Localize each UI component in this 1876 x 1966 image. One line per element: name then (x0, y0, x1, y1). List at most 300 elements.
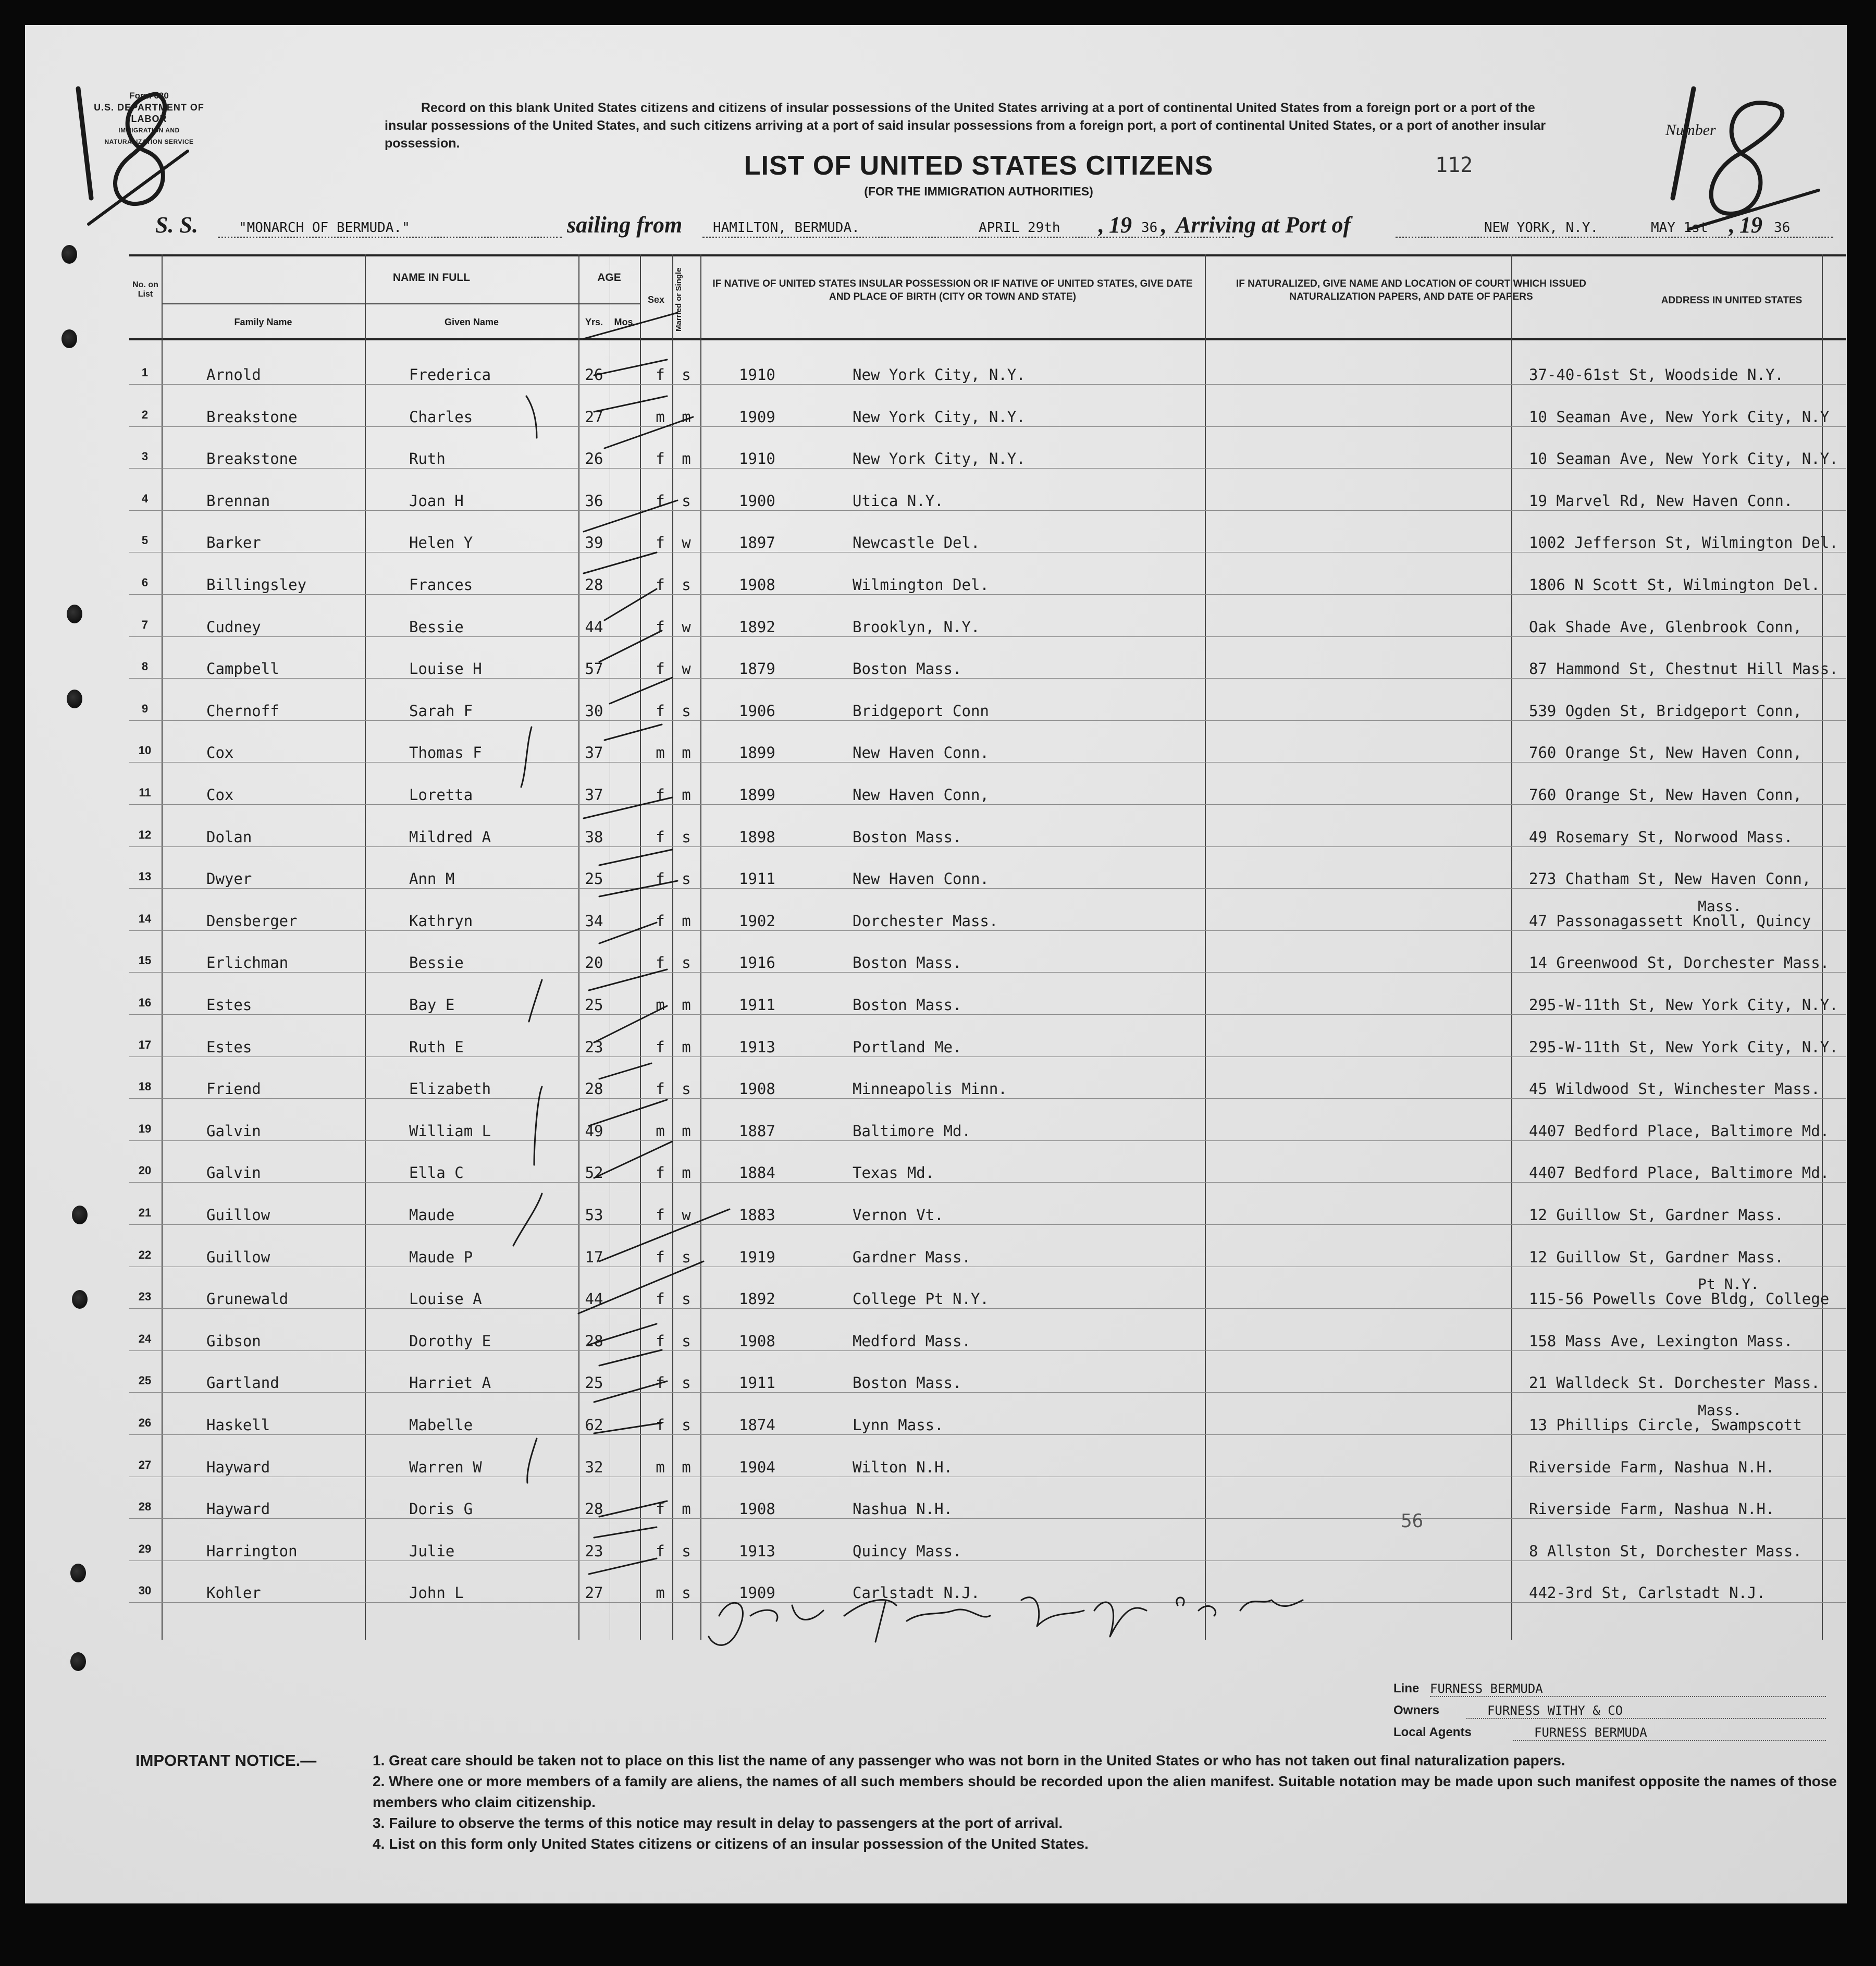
ledger-header (129, 254, 1846, 340)
age-cell: 32 (585, 1458, 603, 1476)
row-number: 16 (138, 996, 152, 1009)
age-cell: 44 (585, 1290, 603, 1308)
sex-cell: f (656, 912, 665, 930)
row-number: 4 (141, 491, 149, 505)
row-number: 12 (138, 828, 152, 841)
address-cell: 273 Chatham St, New Haven Conn, (1529, 870, 1811, 888)
family-name-cell: Cox (206, 786, 234, 804)
page-subtitle: (FOR THE IMMIGRATION AUTHORITIES) (864, 185, 1093, 198)
family-name-cell: Breakstone (206, 450, 298, 468)
col-header-native: IF NATIVE OF UNITED STATES INSULAR POSSESSION OR IF NATIVE OF UNITED STATES, GIVE DATE AND PLACE OF BIRTH (CITY OR TOWN AND STATE) (712, 278, 1193, 302)
birth-year-cell: 1902 (739, 912, 775, 930)
departure-year-prefix: 19 (1109, 212, 1132, 238)
address-cell: 19 Marvel Rd, New Haven Conn. (1529, 491, 1793, 510)
address-cell: 760 Orange St, New Haven Conn, (1529, 786, 1802, 804)
row-number: 6 (141, 576, 149, 589)
table-row (129, 679, 1846, 721)
birth-place-cell: Utica N.Y. (853, 491, 944, 510)
given-name-cell: Ruth (409, 450, 446, 468)
birth-place-cell: Nashua N.H. (853, 1500, 953, 1518)
arrival-year-prefix: 19 (1739, 212, 1762, 238)
row-number: 14 (138, 912, 152, 925)
marital-status-cell: w (682, 534, 691, 552)
row-number: 29 (138, 1542, 152, 1555)
sex-cell: m (656, 1458, 665, 1476)
birth-year-cell: 1911 (739, 996, 775, 1014)
family-name-cell: Kohler (206, 1584, 261, 1602)
row-number: 27 (138, 1458, 152, 1471)
age-cell: 23 (585, 1038, 603, 1056)
family-name-cell: Harrington (206, 1542, 298, 1560)
owners-value: FURNESS WITHY & CO (1466, 1703, 1826, 1719)
row-number: 5 (141, 534, 149, 547)
marital-status-cell: s (682, 702, 691, 720)
marital-status-cell: s (682, 1080, 691, 1098)
owners-label: Owners (1393, 1703, 1440, 1717)
marital-status-cell: m (682, 1500, 691, 1518)
age-cell: 17 (585, 1248, 603, 1266)
given-name-cell: Kathryn (409, 912, 473, 930)
family-name-cell: Gartland (206, 1374, 279, 1392)
given-name-cell: Mabelle (409, 1416, 473, 1434)
form-identifier (92, 90, 206, 148)
birth-place-cell: Carlstadt N.J. (853, 1584, 980, 1602)
family-name-cell: Erlichman (206, 954, 289, 972)
table-row (129, 595, 1846, 637)
age-cell: 57 (585, 660, 603, 678)
sex-cell: m (656, 744, 665, 762)
sex-cell: f (656, 1164, 665, 1182)
table-row (129, 553, 1846, 595)
departure-date: APRIL 29th (979, 220, 1060, 236)
notice-item-2: 2. Where one or more members of a family are aliens, the names of all such members should be recorded upon the alien manifest. Suitable notation may be made upon such manifest opposite the names of those members who claim citizenship. (373, 1773, 1837, 1810)
table-row (129, 889, 1846, 931)
birth-year-cell: 1874 (739, 1416, 775, 1434)
given-name-cell: Mildred A (409, 828, 491, 846)
sex-cell: f (656, 660, 665, 678)
table-row (129, 973, 1846, 1015)
table-row (129, 1015, 1846, 1057)
department-name: U.S. DEPARTMENT OF LABOR (94, 102, 204, 124)
row-number: 26 (138, 1416, 152, 1429)
family-name-cell: Brennan (206, 491, 270, 510)
address-cell: 1002 Jefferson St, Wilmington Del. (1529, 534, 1838, 552)
form-number: Form 630 (129, 91, 169, 101)
birth-place-cell: Newcastle Del. (853, 534, 980, 552)
row-number: 10 (138, 744, 152, 757)
given-name-cell: John L (409, 1584, 464, 1602)
sex-cell: f (656, 1080, 665, 1098)
birth-year-cell: 1910 (739, 450, 775, 468)
address-cell: Riverside Farm, Nashua N.H. (1529, 1500, 1775, 1518)
table-row (129, 1141, 1846, 1183)
given-name-cell: Harriet A (409, 1374, 491, 1392)
birth-place-cell: Bridgeport Conn (853, 702, 989, 720)
marital-status-cell: w (682, 660, 691, 678)
marital-status-cell: s (682, 1248, 691, 1266)
address-cell: 442-3rd St, Carlstadt N.J. (1529, 1584, 1766, 1602)
address-cell: 13 Phillips Circle, Swampscott (1529, 1416, 1802, 1434)
punch-hole (61, 245, 77, 264)
marital-status-cell: m (682, 912, 691, 930)
birth-year-cell: 1908 (739, 1080, 775, 1098)
age-cell: 25 (585, 1374, 603, 1392)
birth-year-cell: 1908 (739, 1332, 775, 1350)
birth-year-cell: 1908 (739, 576, 775, 594)
age-cell: 39 (585, 534, 603, 552)
family-name-cell: Galvin (206, 1164, 261, 1182)
birth-place-cell: New York City, N.Y. (853, 366, 1026, 384)
table-row (129, 1519, 1846, 1561)
birth-place-cell: New York City, N.Y. (853, 450, 1026, 468)
row-number: 19 (138, 1122, 152, 1135)
address-cell: 4407 Bedford Place, Baltimore Md. (1529, 1164, 1830, 1182)
birth-place-cell: New York City, N.Y. (853, 408, 1026, 426)
table-row (129, 1561, 1846, 1603)
col-header-address: ADDRESS IN UNITED STATES (1661, 295, 1803, 306)
birth-place-cell: Lynn Mass. (853, 1416, 944, 1434)
table-row (129, 1183, 1846, 1225)
punch-hole (70, 1652, 86, 1671)
age-cell: 28 (585, 1332, 603, 1350)
row-number: 18 (138, 1080, 152, 1093)
age-cell: 49 (585, 1122, 603, 1140)
table-row (129, 847, 1846, 889)
departure-year: 36 (1141, 220, 1158, 236)
birth-year-cell: 1897 (739, 534, 775, 552)
page-number: 112 (1435, 153, 1473, 177)
age-cell: 30 (585, 702, 603, 720)
table-row (129, 1309, 1846, 1351)
address-cell: Oak Shade Ave, Glenbrook Conn, (1529, 618, 1802, 636)
birth-year-cell: 1913 (739, 1038, 775, 1056)
given-name-cell: Maude P (409, 1248, 473, 1266)
address-cell: 45 Wildwood St, Winchester Mass. (1529, 1080, 1820, 1098)
birth-place-cell: New Haven Conn. (853, 744, 989, 762)
birth-place-cell: Minneapolis Minn. (853, 1080, 1007, 1098)
row-number: 15 (138, 954, 152, 967)
age-cell: 27 (585, 408, 603, 426)
given-name-cell: Elizabeth (409, 1080, 491, 1098)
address-cell: 87 Hammond St, Chestnut Hill Mass. (1529, 660, 1838, 678)
family-name-cell: Dolan (206, 828, 252, 846)
table-row (129, 1351, 1846, 1393)
given-name-cell: Thomas F (409, 744, 482, 762)
col-header-married: Married or Single (674, 267, 683, 332)
birth-place-cell: New Haven Conn, (853, 786, 989, 804)
given-name-cell: Helen Y (409, 534, 473, 552)
sex-cell: f (656, 1332, 665, 1350)
marital-status-cell: s (682, 576, 691, 594)
birth-year-cell: 1899 (739, 744, 775, 762)
sex-cell: f (656, 1500, 665, 1518)
sex-cell: f (656, 450, 665, 468)
marital-status-cell: s (682, 1332, 691, 1350)
age-cell: 28 (585, 1080, 603, 1098)
row-number: 17 (138, 1038, 152, 1051)
marital-status-cell: m (682, 744, 691, 762)
sex-cell: f (656, 1290, 665, 1308)
col-header-given: Given Name (444, 317, 499, 327)
col-header-family: Family Name (234, 317, 292, 327)
age-cell: 62 (585, 1416, 603, 1434)
birth-place-cell: College Pt N.Y. (853, 1290, 989, 1308)
sex-cell: f (656, 1248, 665, 1266)
table-row (129, 1225, 1846, 1267)
given-name-cell: Ruth E (409, 1038, 464, 1056)
table-row (129, 1267, 1846, 1309)
marital-status-cell: s (682, 1416, 691, 1434)
family-name-cell: Hayward (206, 1500, 270, 1518)
age-cell: 34 (585, 912, 603, 930)
age-cell: 27 (585, 1584, 603, 1602)
marital-status-cell: s (682, 954, 691, 972)
sex-cell: f (656, 954, 665, 972)
marital-status-cell: w (682, 618, 691, 636)
family-name-cell: Friend (206, 1080, 261, 1098)
address-cell: 37-40-61st St, Woodside N.Y. (1529, 366, 1784, 384)
given-name-cell: Louise H (409, 660, 482, 678)
birth-place-cell: Boston Mass. (853, 1374, 962, 1392)
birth-place-cell: Boston Mass. (853, 954, 962, 972)
punch-hole (72, 1206, 88, 1224)
row-number: 24 (138, 1332, 152, 1345)
address-cell: 295-W-11th St, New York City, N.Y. (1529, 996, 1838, 1014)
birth-place-cell: Vernon Vt. (853, 1206, 944, 1224)
family-name-cell: Dwyer (206, 870, 252, 888)
given-name-cell: William L (409, 1122, 491, 1140)
service-name: IMMIGRATION AND NATURALIZATION SERVICE (104, 127, 194, 145)
given-name-cell: Warren W (409, 1458, 482, 1476)
birth-year-cell: 1909 (739, 1584, 775, 1602)
sex-cell: m (656, 408, 665, 426)
marital-status-cell: s (682, 491, 691, 510)
given-name-cell: Julie (409, 1542, 455, 1560)
birth-place-cell: Portland Me. (853, 1038, 962, 1056)
address-cell: 8 Allston St, Dorchester Mass. (1529, 1542, 1802, 1560)
row-number: 9 (141, 702, 149, 715)
address-cell: 49 Rosemary St, Norwood Mass. (1529, 828, 1793, 846)
marital-status-cell: s (682, 366, 691, 384)
address-cell: 10 Seaman Ave, New York City, N.Y (1529, 408, 1830, 426)
table-row (129, 343, 1846, 385)
marital-status-cell: m (682, 1122, 691, 1140)
voyage-line: S. S. "MONARCH OF BERMUDA." sailing from HAMILTON, BERMUDA. APRIL 29th , 19 36 , Arriving at Port of NEW YORK, N.Y. MAY 1st , 19 36 (155, 212, 1812, 248)
form-instructions: Record on this blank United States citizens and citizens of insular possessions of the United States arriving at a port of continental United States from a foreign port or a port of the insular possessions of the United States, and such citizens arriving at a port of said insular possessions from a foreign port, a port of continental United States, or a port of another insular possession. (385, 101, 1546, 151)
arrival-date: MAY 1st (1651, 220, 1708, 236)
sex-cell: f (656, 366, 665, 384)
row-number: 22 (138, 1248, 152, 1261)
marital-status-cell: m (682, 1458, 691, 1476)
row-number: 30 (138, 1584, 152, 1598)
marital-status-cell: m (682, 996, 691, 1014)
sex-cell: f (656, 576, 665, 594)
agents-value: FURNESS BERMUDA (1513, 1725, 1826, 1741)
birth-year-cell: 1904 (739, 1458, 775, 1476)
arrival-port: NEW YORK, N.Y. (1484, 220, 1599, 236)
given-name-cell: Ella C (409, 1164, 464, 1182)
age-cell: 38 (585, 828, 603, 846)
birth-year-cell: 1908 (739, 1500, 775, 1518)
marital-status-cell: s (682, 1374, 691, 1392)
family-name-cell: Haskell (206, 1416, 270, 1434)
family-name-cell: Guillow (206, 1248, 270, 1266)
col-header-naturalized: IF NATURALIZED, GIVE NAME AND LOCATION OF COURT WHICH ISSUED NATURALIZATION PAPERS, AND DATE OF PAPERS (1236, 278, 1586, 302)
address-cell: Riverside Farm, Nashua N.H. (1529, 1458, 1775, 1476)
table-row (129, 805, 1846, 847)
sex-cell: m (656, 996, 665, 1014)
age-cell: 36 (585, 491, 603, 510)
row-number: 25 (138, 1374, 152, 1387)
notice-item-3: 3. Failure to observe the terms of this notice may result in delay to passengers at the port of arrival. (373, 1815, 1063, 1831)
row-number: 11 (139, 786, 151, 799)
age-cell: 52 (585, 1164, 603, 1182)
sex-cell: f (656, 1374, 665, 1392)
sex-cell: f (656, 702, 665, 720)
age-cell: 25 (585, 996, 603, 1014)
family-name-cell: Grunewald (206, 1290, 289, 1308)
marital-status-cell: m (682, 786, 691, 804)
marital-status-cell: s (682, 870, 691, 888)
col-header-name: NAME IN FULL (392, 272, 471, 284)
birth-year-cell: 1892 (739, 1290, 775, 1308)
birth-place-cell: New Haven Conn. (853, 870, 989, 888)
agents-label: Local Agents (1393, 1725, 1472, 1739)
sex-cell: f (656, 534, 665, 552)
punch-hole (72, 1290, 88, 1309)
family-name-cell: Billingsley (206, 576, 307, 594)
inspection-stamp: 56 (1401, 1510, 1424, 1532)
sex-cell: m (656, 1122, 665, 1140)
arrival-year: 36 (1774, 220, 1791, 236)
marital-status-cell: m (682, 450, 691, 468)
table-row (129, 469, 1846, 511)
row-number: 13 (138, 870, 152, 883)
arriving-label: Arriving at Port of (1176, 212, 1351, 238)
given-name-cell: Doris G (409, 1500, 473, 1518)
marital-status-cell: s (682, 1542, 691, 1560)
address-cell: 1806 N Scott St, Wilmington Del. (1529, 576, 1820, 594)
birth-year-cell: 1909 (739, 408, 775, 426)
age-cell: 20 (585, 954, 603, 972)
address-cell: 21 Walldeck St. Dorchester Mass. (1529, 1374, 1820, 1392)
notice-item-4: 4. List on this form only United States citizens or citizens of an insular possession of the United States. (373, 1836, 1089, 1852)
table-row (129, 1057, 1846, 1099)
sex-cell: f (656, 618, 665, 636)
birth-year-cell: 1884 (739, 1164, 775, 1182)
age-cell: 28 (585, 576, 603, 594)
birth-place-cell: Baltimore Md. (853, 1122, 971, 1140)
birth-year-cell: 1911 (739, 1374, 775, 1392)
table-row (129, 721, 1846, 763)
number-label: Number (1665, 121, 1716, 139)
family-name-cell: Cox (206, 744, 234, 762)
birth-year-cell: 1887 (739, 1122, 775, 1140)
birth-place-cell: Brooklyn, N.Y. (853, 618, 980, 636)
address-cell: 115-56 Powells Cove Bldg, College (1529, 1290, 1830, 1308)
row-number: 28 (138, 1500, 152, 1514)
sex-cell: f (656, 1416, 665, 1434)
row-number: 23 (138, 1290, 152, 1304)
address-cell: 158 Mass Ave, Lexington Mass. (1529, 1332, 1793, 1350)
col-header-age: AGE (597, 272, 621, 284)
row-number: 21 (138, 1206, 152, 1219)
given-name-cell: Joan H (409, 491, 464, 510)
birth-year-cell: 1910 (739, 366, 775, 384)
address-cell: 760 Orange St, New Haven Conn, (1529, 744, 1802, 762)
address-cell: 4407 Bedford Place, Baltimore Md. (1529, 1122, 1830, 1140)
age-cell: 26 (585, 450, 603, 468)
birth-year-cell: 1898 (739, 828, 775, 846)
family-name-cell: Gibson (206, 1332, 261, 1350)
row-number: 20 (138, 1164, 152, 1177)
table-row (129, 637, 1846, 679)
sex-cell: f (656, 786, 665, 804)
birth-place-cell: Boston Mass. (853, 660, 962, 678)
birth-year-cell: 1879 (739, 660, 775, 678)
address-cell: 539 Ogden St, Bridgeport Conn, (1529, 702, 1802, 720)
sex-cell: f (656, 1542, 665, 1560)
family-name-cell: Hayward (206, 1458, 270, 1476)
row-number: 7 (141, 618, 149, 631)
given-name-cell: Loretta (409, 786, 473, 804)
birth-year-cell: 1913 (739, 1542, 775, 1560)
punch-hole (70, 1564, 86, 1582)
marital-status-cell: m (682, 1164, 691, 1182)
punch-hole (67, 605, 82, 623)
given-name-cell: Maude (409, 1206, 455, 1224)
table-row (129, 511, 1846, 552)
sex-cell: m (656, 1584, 665, 1602)
sex-cell: f (656, 870, 665, 888)
birth-place-cell: Wilmington Del. (853, 576, 989, 594)
birth-place-cell: Wilton N.H. (853, 1458, 953, 1476)
marital-status-cell: m (682, 408, 691, 426)
ss-label: S. S. (155, 212, 198, 238)
age-cell: 25 (585, 870, 603, 888)
age-cell: 44 (585, 618, 603, 636)
sex-cell: f (656, 1038, 665, 1056)
table-row (129, 1435, 1846, 1477)
marital-status-cell: s (682, 1290, 691, 1308)
birth-year-cell: 1906 (739, 702, 775, 720)
table-row (129, 427, 1846, 469)
address-continuation: Mass. (1698, 897, 1742, 915)
notice-item-1: 1. Great care should be taken not to place on this list the name of any passenger who was not born in the United States or who has not taken out final naturalization papers. (373, 1752, 1565, 1768)
table-row (129, 763, 1846, 805)
departure-port: HAMILTON, BERMUDA. (713, 220, 860, 236)
age-cell: 37 (585, 744, 603, 762)
col-header-no: No. on List (132, 280, 158, 299)
col-header-yrs: Yrs. (585, 317, 603, 327)
given-name-cell: Frances (409, 576, 473, 594)
given-name-cell: Frederica (409, 366, 491, 384)
age-cell: 26 (585, 366, 603, 384)
birth-place-cell: Boston Mass. (853, 996, 962, 1014)
age-cell: 53 (585, 1206, 603, 1224)
address-cell: 10 Seaman Ave, New York City, N.Y. (1529, 450, 1838, 468)
page-title: LIST OF UNITED STATES CITIZENS (744, 151, 1214, 181)
table-row (129, 385, 1846, 427)
birth-year-cell: 1892 (739, 618, 775, 636)
sex-cell: f (656, 828, 665, 846)
birth-place-cell: Medford Mass. (853, 1332, 971, 1350)
address-continuation: Pt N.Y. (1698, 1275, 1760, 1293)
marital-status-cell: s (682, 1584, 691, 1602)
family-name-cell: Chernoff (206, 702, 279, 720)
family-name-cell: Galvin (206, 1122, 261, 1140)
family-name-cell: Barker (206, 534, 261, 552)
